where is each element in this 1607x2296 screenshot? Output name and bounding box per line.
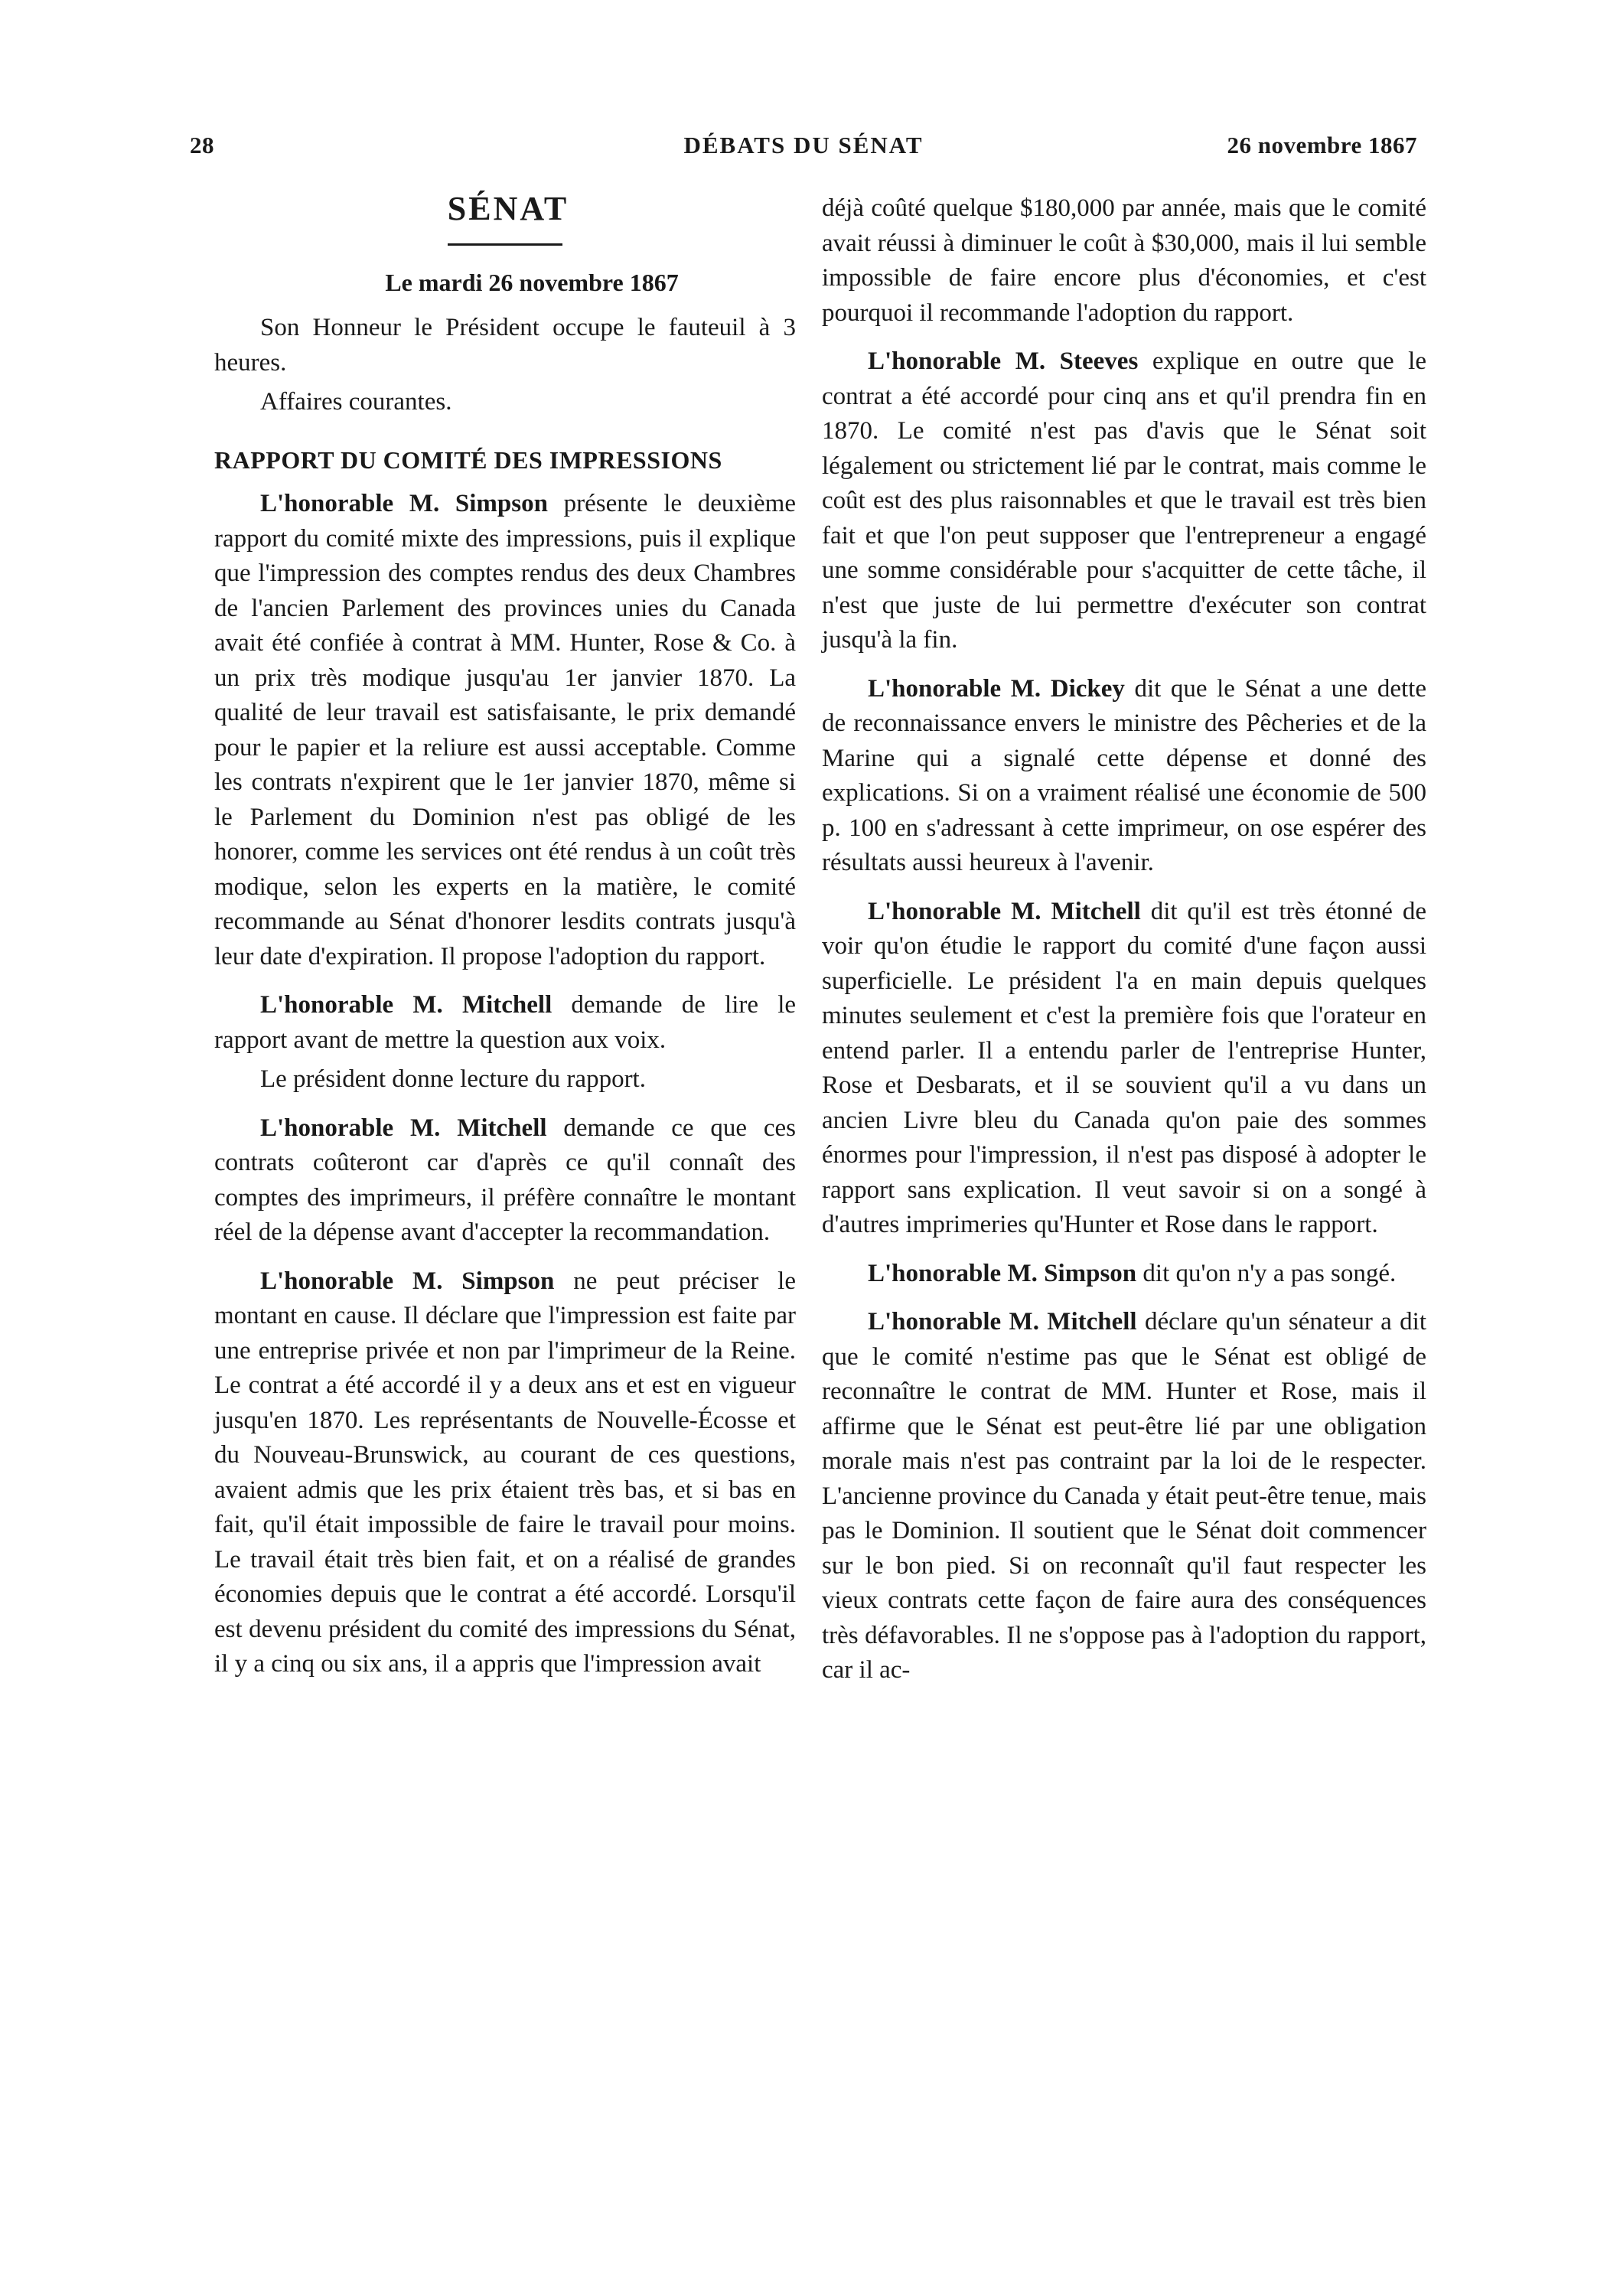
section-heading: RAPPORT DU COMITÉ DES IMPRESSIONS xyxy=(214,445,722,474)
speech-paragraph xyxy=(214,988,796,1058)
speaker-name: L'honorable M. Steeves xyxy=(868,347,1139,375)
speech-text: explique en outre que le contrat a été accordé pour cinq ans et qu'il prendra fin en 1870. Le comité n'est pas d'avis que le Sénat soit légalement ou strictement lié par le contrat, mais comme le coût est des plus raisonnables et que le travail est très bien fait et que l'on peut supposer que l'entrepreneur a engagé une somme considérable pour s'acquitter de cette tâche, il n'est que juste de lui permettre d'exécuter son contrat jusqu'à la fin. xyxy=(822,347,1426,654)
speech-text: présente le deuxième rapport du comité mixte des impressions, puis il explique que l'impression des comptes rendus des deux Chambres de l'ancien Parlement des provinces unies du Canada avait été confiée à contrat à MM. Hunter, Rose & Co. à un prix très modique jusqu'au 1er janvier 1870. La qualité de leur travail est satisfaisante, le prix demandé pour le papier et la reliure est aussi acceptable. Comme les contrats n'expirent que le 1er janvier 1870, même si le Parlement du Dominion n'est pas obligé de les honorer, comme les services ont été rendus à un coût très modique, selon les experts en la matière, le comité recommande au Sénat d'honorer lesdits contrats jusqu'à leur date d'expiration. Il propose l'adoption du rapport. xyxy=(214,490,796,970)
speech-paragraph xyxy=(822,895,1426,1243)
speech-text: dit que le Sénat a une dette de reconnaissance envers le ministre des Pêcheries et de la Marine qui a signalé cette dépense et donné des explications. Si on a vraiment réalisé une économie de 500 p. 100 en s'adressant à cette imprimeur, on ose espérer des résultats aussi heureux à l'avenir. xyxy=(822,674,1426,876)
speech-text: dit qu'il est très étonné de voir qu'on étudie le rapport du comité d'une façon aussi superficielle. Le président l'a en main depuis quelques minutes seulement et c'est la première fois que l'orateur en entend parler. Il a entendu parler de l'entreprise Hunter, Rose et Desbarats, et il se souvient qu'il a vu dans un ancien Livre bleu du Canada qu'on paie des sommes énormes pour l'impression, il n'est pas disposé à adopter le rapport sans explication. Il veut savoir si on a songé à d'autres imprimeries qu'Hunter et Rose dans le rapport. xyxy=(822,897,1426,1238)
speaker-name: L'honorable M. Simpson xyxy=(260,1267,555,1295)
opening-paragraph: Son Honneur le Président occupe le fauteuil à 3 heures. xyxy=(214,314,796,377)
speaker-name: L'honorable M. Mitchell xyxy=(260,991,553,1019)
speaker-name: L'honorable M. Simpson xyxy=(260,490,548,517)
page-number: 28 xyxy=(190,132,214,158)
speaker-name: L'honorable M. Dickey xyxy=(868,674,1125,703)
speech-paragraph xyxy=(214,1264,796,1682)
speaker-name: L'honorable M. Mitchell xyxy=(868,1308,1137,1336)
header-date: 26 novembre 1867 xyxy=(1227,132,1417,158)
running-title: DÉBATS DU SÉNAT xyxy=(683,132,924,158)
speaker-name: L'honorable M. Mitchell xyxy=(260,1114,547,1142)
senat-title: SÉNAT xyxy=(447,190,569,227)
speech-text: demande ce que ces contrats coûteront car d'après ce qu'il connaît des comptes des imprimeurs, il préfère connaître le montant réel de la dépense avant d'accepter la recommandation. xyxy=(214,1114,796,1246)
speech-paragraph xyxy=(822,1305,1426,1688)
right-column xyxy=(822,191,1426,1702)
speech-paragraph xyxy=(822,672,1426,881)
speaker-name: L'honorable M. Mitchell xyxy=(868,897,1141,925)
title-rule xyxy=(448,243,562,246)
speech-text: dit qu'on n'y a pas songé. xyxy=(1136,1259,1397,1287)
speaker-name: L'honorable M. Simpson xyxy=(868,1259,1137,1287)
narration-paragraph: Le président donne lecture du rapport. xyxy=(260,1065,646,1093)
continued-paragraph: déjà coûté quelque $180,000 par année, mais que le comité avait réussi à diminuer le coût à $30,000, mais il lui semble impossible de faire encore plus d'économies, et c'est pourquoi il recommande l'adoption du rapport. xyxy=(822,194,1426,327)
speech-text: ne peut préciser le montant en cause. Il déclare que l'impression est faite par une entreprise privée et non par l'imprimeur de la Reine. Le contrat a été accordé il y a deux ans et est en vigueur jusqu'en 1870. Les représentants de Nouvelle-Écosse et du Nouveau-Brunswick, au courant de ces questions, avaient admis que les prix étaient très bas, et si bas en fait, qu'il était impossible de faire le travail pour moins. Le travail était très bien fait, et on a réalisé de grandes économies depuis que le contrat a été accordé. Lorsqu'il est devenu président du comité des impressions du Sénat, il y a cinq ou six ans, il a appris que l'impression avait xyxy=(214,1267,796,1678)
page-header xyxy=(190,132,1417,162)
left-column xyxy=(214,191,796,1696)
speech-text: déclare qu'un sénateur a dit que le comité n'estime pas que le Sénat est obligé de reconnaître le contrat de MM. Hunter et Rose, mais il affirme que le Sénat est peut-être lié par une obligation morale mais n'est pas contraint par la loi de le respecter. L'ancienne province du Canada y était peut-être tenue, mais pas le Dominion. Il soutient que le Sénat doit commencer sur le bon pied. Si on reconnaît qu'il faut respecter les vieux contrats cette façon de faire aura des conséquences très défavorables. Il ne s'oppose pas à l'adoption du rapport, car il ac- xyxy=(822,1308,1427,1684)
affaires-paragraph: Affaires courantes. xyxy=(260,388,452,416)
session-date: Le mardi 26 novembre 1867 xyxy=(385,268,679,296)
speech-paragraph xyxy=(822,344,1426,658)
speech-text: demande de lire le rapport avant de mettre la question aux voix. xyxy=(214,991,797,1054)
speech-paragraph xyxy=(214,1111,796,1251)
speech-paragraph xyxy=(822,1257,1426,1292)
speech-paragraph xyxy=(214,487,796,974)
